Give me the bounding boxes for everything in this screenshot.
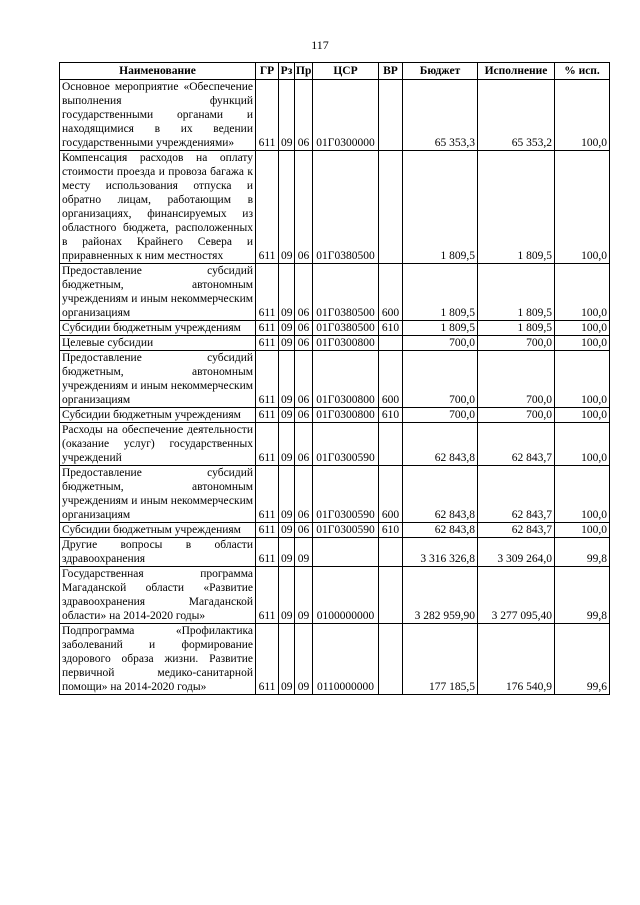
row-pr: 06 — [295, 336, 313, 351]
row-execution: 3 277 095,40 — [478, 567, 555, 624]
row-budget: 177 185,5 — [403, 624, 478, 695]
row-pr: 06 — [295, 321, 313, 336]
row-gr: 611 — [256, 321, 279, 336]
row-execution: 1 809,5 — [478, 151, 555, 264]
row-rz: 09 — [279, 80, 295, 151]
row-budget: 62 843,8 — [403, 523, 478, 538]
row-pr: 06 — [295, 264, 313, 321]
row-execution: 1 809,5 — [478, 321, 555, 336]
row-pr: 06 — [295, 523, 313, 538]
header-csr: ЦСР — [313, 63, 379, 80]
row-vr: 600 — [379, 466, 403, 523]
table-row — [60, 408, 610, 423]
row-rz: 09 — [279, 264, 295, 321]
row-execution: 3 309 264,0 — [478, 538, 555, 567]
row-name: Основное мероприятие «Обеспечение выполнения функций государственными органами и находящимися в их ведении государственными учреждениями» — [60, 80, 256, 151]
row-vr — [379, 151, 403, 264]
row-budget: 3 282 959,90 — [403, 567, 478, 624]
row-budget: 700,0 — [403, 408, 478, 423]
table-row — [60, 624, 610, 695]
row-gr: 611 — [256, 264, 279, 321]
row-percent: 100,0 — [555, 321, 610, 336]
row-execution: 62 843,7 — [478, 423, 555, 466]
row-percent: 100,0 — [555, 408, 610, 423]
header-gr: ГР — [256, 63, 279, 80]
row-csr: 01Г0300590 — [313, 466, 379, 523]
row-gr: 611 — [256, 523, 279, 538]
table-body — [60, 80, 610, 695]
row-csr: 0100000000 — [313, 567, 379, 624]
row-csr: 01Г0300800 — [313, 336, 379, 351]
header-budget: Бюджет — [403, 63, 478, 80]
table-row — [60, 523, 610, 538]
row-execution: 1 809,5 — [478, 264, 555, 321]
header-rz: Рз — [279, 63, 295, 80]
row-csr: 01Г0380500 — [313, 264, 379, 321]
row-budget: 700,0 — [403, 351, 478, 408]
row-vr — [379, 538, 403, 567]
table-row — [60, 423, 610, 466]
row-pr: 09 — [295, 624, 313, 695]
table-row — [60, 466, 610, 523]
row-gr: 611 — [256, 423, 279, 466]
row-percent: 99,8 — [555, 538, 610, 567]
row-rz: 09 — [279, 538, 295, 567]
row-gr: 611 — [256, 567, 279, 624]
row-vr: 610 — [379, 408, 403, 423]
row-csr: 01Г0300590 — [313, 523, 379, 538]
row-gr: 611 — [256, 624, 279, 695]
row-pr: 06 — [295, 423, 313, 466]
header-vr: ВР — [379, 63, 403, 80]
row-percent: 100,0 — [555, 264, 610, 321]
row-budget: 62 843,8 — [403, 423, 478, 466]
row-percent: 100,0 — [555, 351, 610, 408]
row-gr: 611 — [256, 466, 279, 523]
row-rz: 09 — [279, 321, 295, 336]
row-pr: 06 — [295, 351, 313, 408]
row-gr: 611 — [256, 351, 279, 408]
row-percent: 100,0 — [555, 423, 610, 466]
row-name: Предоставление субсидий бюджетным, автономным учреждениям и иным некоммерческим организациям — [60, 351, 256, 408]
row-csr: 01Г0380500 — [313, 151, 379, 264]
row-vr — [379, 336, 403, 351]
row-name: Другие вопросы в области здравоохранения — [60, 538, 256, 567]
row-name: Субсидии бюджетным учреждениям — [60, 523, 256, 538]
row-rz: 09 — [279, 408, 295, 423]
row-gr: 611 — [256, 408, 279, 423]
row-percent: 99,6 — [555, 624, 610, 695]
row-execution: 65 353,2 — [478, 80, 555, 151]
table-row — [60, 321, 610, 336]
row-name: Субсидии бюджетным учреждениям — [60, 321, 256, 336]
row-csr — [313, 538, 379, 567]
table-row — [60, 80, 610, 151]
row-rz: 09 — [279, 624, 295, 695]
row-vr: 600 — [379, 351, 403, 408]
row-rz: 09 — [279, 466, 295, 523]
row-csr: 01Г0300590 — [313, 423, 379, 466]
row-name: Предоставление субсидий бюджетным, автономным учреждениям и иным некоммерческим организациям — [60, 264, 256, 321]
row-execution: 176 540,9 — [478, 624, 555, 695]
row-pr: 06 — [295, 466, 313, 523]
row-rz: 09 — [279, 336, 295, 351]
header-pr: Пр — [295, 63, 313, 80]
header-name: Наименование — [60, 63, 256, 80]
row-budget: 1 809,5 — [403, 264, 478, 321]
row-name: Субсидии бюджетным учреждениям — [60, 408, 256, 423]
table-row — [60, 264, 610, 321]
row-csr: 01Г0300000 — [313, 80, 379, 151]
row-execution: 700,0 — [478, 336, 555, 351]
table-header-row — [60, 63, 610, 80]
row-csr: 01Г0380500 — [313, 321, 379, 336]
row-rz: 09 — [279, 151, 295, 264]
row-name: Предоставление субсидий бюджетным, автономным учреждениям и иным некоммерческим организациям — [60, 466, 256, 523]
row-csr: 01Г0300800 — [313, 351, 379, 408]
row-name: Расходы на обеспечение деятельности (оказание услуг) государственных учреждений — [60, 423, 256, 466]
row-name: Государственная программа Магаданской области «Развитие здравоохранения Магаданской области» на 2014-2020 годы» — [60, 567, 256, 624]
row-budget: 62 843,8 — [403, 466, 478, 523]
row-gr: 611 — [256, 80, 279, 151]
row-rz: 09 — [279, 423, 295, 466]
row-vr: 600 — [379, 264, 403, 321]
row-gr: 611 — [256, 538, 279, 567]
header-execution: Исполнение — [478, 63, 555, 80]
row-name: Компенсация расходов на оплату стоимости проезда и провоза багажа к месту использования отпуска и обратно лицам, работающим в организациях, финансируемых из областного бюджета, расположенных в районах Крайнего Севера и приравненных к ним местностях — [60, 151, 256, 264]
row-vr — [379, 567, 403, 624]
row-percent: 100,0 — [555, 523, 610, 538]
row-execution: 62 843,7 — [478, 523, 555, 538]
row-execution: 700,0 — [478, 408, 555, 423]
table-row — [60, 336, 610, 351]
row-percent: 100,0 — [555, 151, 610, 264]
row-gr: 611 — [256, 336, 279, 351]
row-budget: 3 316 326,8 — [403, 538, 478, 567]
row-pr: 06 — [295, 80, 313, 151]
table-row — [60, 351, 610, 408]
row-percent: 100,0 — [555, 466, 610, 523]
row-vr: 610 — [379, 523, 403, 538]
row-vr — [379, 80, 403, 151]
table-row — [60, 151, 610, 264]
row-pr: 09 — [295, 567, 313, 624]
row-rz: 09 — [279, 523, 295, 538]
row-name: Подпрограмма «Профилактика заболеваний и формирование здорового образа жизни. Развитие первичной медико-санитарной помощи» на 2014-2020 годы» — [60, 624, 256, 695]
row-execution: 62 843,7 — [478, 466, 555, 523]
table-row — [60, 538, 610, 567]
row-budget: 700,0 — [403, 336, 478, 351]
row-percent: 100,0 — [555, 80, 610, 151]
row-pr: 09 — [295, 538, 313, 567]
row-vr: 610 — [379, 321, 403, 336]
row-budget: 1 809,5 — [403, 321, 478, 336]
row-execution: 700,0 — [478, 351, 555, 408]
row-csr: 0110000000 — [313, 624, 379, 695]
table-row — [60, 567, 610, 624]
budget-table — [59, 62, 610, 695]
row-budget: 65 353,3 — [403, 80, 478, 151]
row-vr — [379, 423, 403, 466]
row-pr: 06 — [295, 408, 313, 423]
row-vr — [379, 624, 403, 695]
header-percent: % исп. — [555, 63, 610, 80]
row-pr: 06 — [295, 151, 313, 264]
row-rz: 09 — [279, 567, 295, 624]
row-name: Целевые субсидии — [60, 336, 256, 351]
page-number: 117 — [311, 38, 329, 52]
row-gr: 611 — [256, 151, 279, 264]
row-csr: 01Г0300800 — [313, 408, 379, 423]
row-percent: 100,0 — [555, 336, 610, 351]
row-percent: 99,8 — [555, 567, 610, 624]
row-rz: 09 — [279, 351, 295, 408]
row-budget: 1 809,5 — [403, 151, 478, 264]
